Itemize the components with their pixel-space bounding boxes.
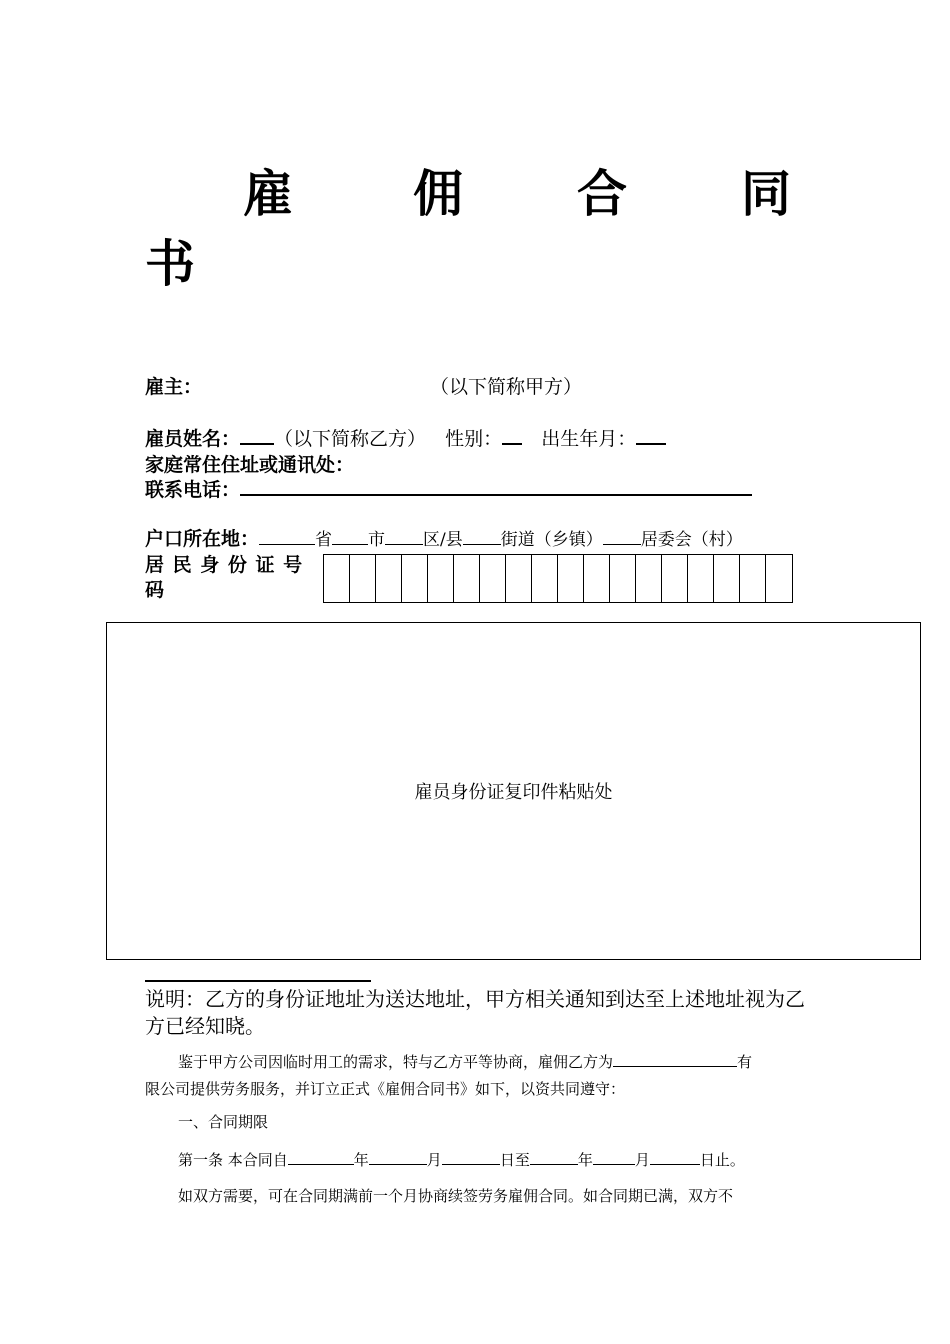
city-blank[interactable]	[332, 528, 368, 545]
para1-text-a: 鉴于甲方公司因临时用工的需求，特与乙方平等协商，雇佣乙方为	[178, 1053, 614, 1071]
phone-row	[145, 475, 752, 502]
article-1	[178, 1146, 745, 1174]
id-digit-cell[interactable]	[480, 555, 506, 602]
footnote-note: 说明：乙方的身份证地址为送达地址，甲方相关通知到达至上述地址视为乙方已经知晓。	[145, 987, 805, 1038]
id-digit-cell[interactable]	[636, 555, 662, 602]
phone-blank[interactable]	[240, 478, 752, 496]
end-day-blank[interactable]	[650, 1150, 700, 1165]
year-label: 年	[577, 1151, 593, 1169]
id-digit-cell[interactable]	[766, 555, 792, 602]
employer-label: 雇主：	[145, 376, 203, 398]
body-paragraph-1-line-1	[178, 1048, 752, 1076]
title-char: 佣	[413, 165, 463, 223]
day-to-label: 日至	[499, 1151, 530, 1169]
article1-prefix: 第一条 本合同自	[178, 1151, 288, 1169]
province-blank[interactable]	[259, 528, 315, 545]
employee-name-row	[145, 424, 666, 451]
company-blank[interactable]	[613, 1052, 737, 1067]
paste-area-label: 雇员身份证复印件粘贴处	[414, 782, 613, 803]
village-label: 居委会（村）	[640, 530, 743, 550]
title-char: 同	[741, 165, 791, 223]
id-digit-cell[interactable]	[428, 555, 454, 602]
end-year-blank[interactable]	[530, 1150, 578, 1165]
employer-row	[145, 372, 202, 399]
hukou-row	[145, 524, 743, 551]
id-digit-cell[interactable]	[610, 555, 636, 602]
province-label: 省	[315, 530, 333, 550]
start-year-blank[interactable]	[288, 1150, 354, 1165]
id-copy-paste-area	[106, 622, 921, 960]
gender-label: 性别：	[445, 428, 503, 450]
day-end-label: 日止。	[699, 1151, 745, 1169]
id-digit-cell[interactable]	[662, 555, 688, 602]
id-digit-cell[interactable]	[688, 555, 714, 602]
address-label: 家庭常住住址或通讯处：	[145, 454, 355, 476]
id-digit-cell[interactable]	[376, 555, 402, 602]
address-row	[145, 450, 354, 477]
gender-blank[interactable]	[502, 425, 522, 445]
employee-name-suffix: （以下简称乙方）	[274, 428, 427, 450]
city-label: 市	[368, 530, 386, 550]
hukou-label: 户口所在地：	[145, 528, 260, 550]
id-digit-cell[interactable]	[558, 555, 584, 602]
title-char: 书	[145, 235, 195, 293]
employee-name-label: 雇员姓名：	[145, 428, 241, 450]
id-digit-cell[interactable]	[584, 555, 610, 602]
section-1-title: 一、合同期限	[178, 1113, 269, 1131]
month-label: 月	[426, 1151, 442, 1169]
para1-text-b: 有	[737, 1053, 753, 1071]
id-label-line2: 码	[145, 579, 165, 601]
street-blank[interactable]	[463, 528, 501, 545]
id-digit-cell[interactable]	[714, 555, 740, 602]
title-char: 雇	[243, 165, 293, 223]
id-label-line1: 居 民 身 份 证 号	[145, 554, 304, 576]
id-digit-cell[interactable]	[532, 555, 558, 602]
id-digit-cell[interactable]	[454, 555, 480, 602]
employee-name-blank[interactable]	[240, 425, 274, 445]
id-digit-cell[interactable]	[402, 555, 428, 602]
end-month-blank[interactable]	[593, 1150, 635, 1165]
id-digit-cell[interactable]	[350, 555, 376, 602]
birth-label: 出生年月：	[541, 428, 637, 450]
id-digit-cell[interactable]	[740, 555, 766, 602]
district-blank[interactable]	[385, 528, 423, 545]
body-paragraph-2: 如双方需要，可在合同期满前一个月协商续签劳务雇佣合同。如合同期已满，双方不	[178, 1187, 734, 1205]
id-digit-cell[interactable]	[324, 555, 350, 602]
street-label: 街道（乡镇）	[500, 530, 603, 550]
phone-label: 联系电话：	[145, 479, 241, 501]
village-blank[interactable]	[603, 528, 641, 545]
month-label: 月	[634, 1151, 650, 1169]
start-day-blank[interactable]	[442, 1150, 500, 1165]
start-month-blank[interactable]	[369, 1150, 427, 1165]
id-number-grid[interactable]	[323, 554, 793, 603]
document-title	[145, 164, 805, 224]
year-label: 年	[353, 1151, 369, 1169]
body-paragraph-1-line-2: 限公司提供劳务服务，并订立正式《雇佣合同书》如下，以资共同遵守：	[145, 1080, 626, 1098]
employer-suffix: （以下简称甲方）	[430, 376, 583, 398]
birth-blank[interactable]	[636, 425, 666, 445]
id-digit-cell[interactable]	[506, 555, 532, 602]
title-char: 合	[577, 165, 627, 223]
district-label: 区/县	[423, 530, 463, 550]
footnote-separator	[145, 980, 371, 982]
